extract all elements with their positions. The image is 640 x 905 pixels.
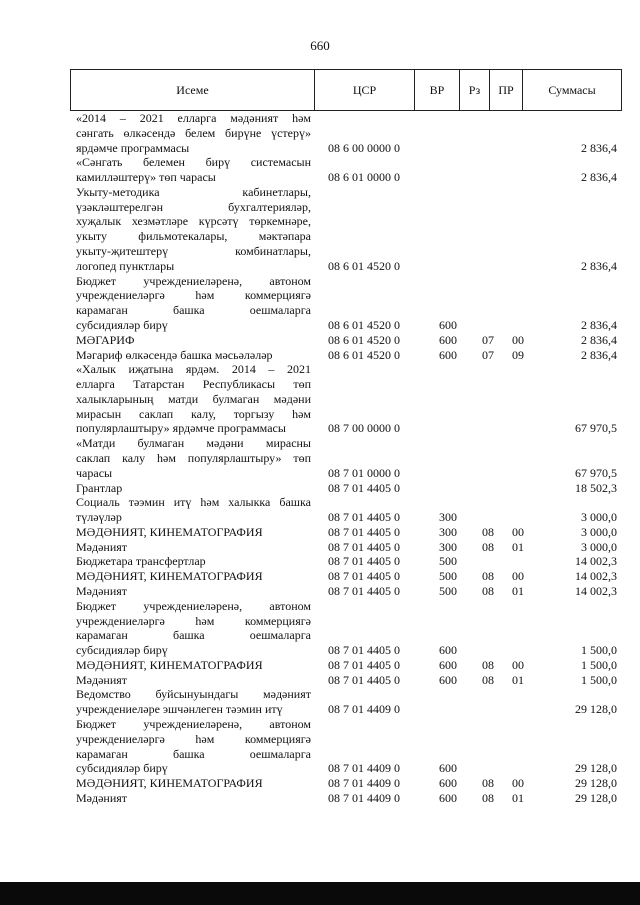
header-csr: ЦСР	[315, 70, 415, 110]
table-row	[70, 776, 622, 791]
row-rz: 08	[482, 657, 494, 672]
row-sum: 67 970,5	[575, 421, 617, 436]
row-pr: 01	[512, 539, 524, 554]
row-csr: 08 6 01 4520 0	[328, 258, 400, 273]
row-sum: 3 000,0	[581, 524, 617, 539]
row-vr: 600	[439, 657, 457, 672]
row-name-line: карамаган башка оешмаларга	[76, 303, 311, 318]
row-csr: 08 6 01 4520 0	[328, 317, 400, 332]
row-vr: 300	[439, 524, 457, 539]
row-csr: 08 7 01 4405 0	[328, 480, 400, 495]
row-name-line: сәнгать өлкәсендә белем бирүне үстерү»	[76, 125, 311, 140]
row-rz: 08	[482, 672, 494, 687]
row-rz: 08	[482, 776, 494, 791]
row-rz: 08	[482, 539, 494, 554]
row-name-line: мирасын саклап калу, торгызу һәм	[76, 406, 311, 421]
row-vr: 600	[439, 672, 457, 687]
row-name	[76, 348, 311, 363]
row-name	[76, 495, 311, 525]
table-row	[70, 687, 622, 717]
row-name	[76, 274, 311, 333]
row-name-line: «2014 – 2021 елларга мәдәният һәм	[76, 111, 311, 125]
row-name-line: камилләштерү» төп чарасы	[76, 170, 216, 185]
row-sum: 2 836,4	[581, 332, 617, 347]
table-row	[70, 717, 622, 776]
row-csr: 08 7 01 4409 0	[328, 761, 400, 776]
table-row	[70, 540, 622, 555]
header-sum: Суммасы	[548, 82, 596, 97]
row-sum: 18 502,3	[575, 480, 617, 495]
row-name-line: Мәгариф өлкәсендә башка мәсьәләләр	[76, 347, 273, 362]
row-rz: 08	[482, 790, 494, 805]
row-name-line: Мәдәният	[76, 539, 128, 554]
row-csr: 08 7 00 0000 0	[328, 421, 400, 436]
table-row	[70, 362, 622, 436]
budget-table-body	[70, 111, 622, 806]
row-rz: 07	[482, 347, 494, 362]
row-vr: 600	[439, 332, 457, 347]
row-pr: 01	[512, 790, 524, 805]
row-sum: 2 836,4	[581, 317, 617, 332]
row-name-line: МӘДӘНИЯТ, КИНЕМАТОГРАФИЯ	[76, 657, 263, 672]
row-name	[76, 111, 311, 155]
table-row	[70, 525, 622, 540]
row-sum: 3 000,0	[581, 539, 617, 554]
row-name-line: түләүләр	[76, 510, 122, 525]
row-name-line: елларга Татарстан Республикасы төп	[76, 377, 311, 392]
row-name-line: саклап калу һәм популярлаштыру» төп	[76, 450, 311, 465]
row-name	[76, 687, 311, 717]
row-name-line: Ведомство буйсынуындагы мәдәният	[76, 687, 311, 702]
row-name-line: Мәдәният	[76, 672, 128, 687]
row-sum: 29 128,0	[575, 761, 617, 776]
row-name	[76, 599, 311, 658]
row-csr: 08 6 01 4520 0	[328, 332, 400, 347]
row-vr: 500	[439, 569, 457, 584]
table-row	[70, 658, 622, 673]
table-row	[70, 599, 622, 658]
row-sum: 14 002,3	[575, 569, 617, 584]
row-name	[76, 658, 311, 673]
row-name-line: Бюджетара трансфертлар	[76, 554, 206, 569]
row-name-line: учреждениеләре эшчәнлеген тәэмин итү	[76, 702, 283, 717]
row-name	[76, 584, 311, 599]
row-csr: 08 7 01 4409 0	[328, 702, 400, 717]
row-name-line: учреждениеләргә һәм коммерциягә	[76, 288, 311, 303]
row-name	[76, 791, 311, 806]
row-name-line: МӘДӘНИЯТ, КИНЕМАТОГРАФИЯ	[76, 776, 263, 791]
row-name-line: хуҗалык хезмәтләре күрсәтү төркемнәре,	[76, 214, 311, 229]
row-pr: 01	[512, 584, 524, 598]
row-pr: 00	[512, 332, 524, 347]
row-name-line: субсидияләр бирү	[76, 643, 168, 658]
table-row	[70, 495, 622, 525]
row-name-line: Бюджет учреждениеләренә, автоном	[76, 717, 311, 732]
row-name-line: Грантлар	[76, 480, 123, 495]
table-row	[70, 185, 622, 274]
table-row	[70, 436, 622, 480]
row-rz: 08	[482, 584, 494, 598]
row-pr: 00	[512, 524, 524, 539]
row-name-line: ярдәмче программасы	[76, 140, 190, 155]
row-pr: 01	[512, 672, 524, 687]
row-name	[76, 525, 311, 540]
row-name-line: МӘДӘНИЯТ, КИНЕМАТОГРАФИЯ	[76, 569, 263, 584]
row-name	[76, 481, 311, 496]
row-sum: 1 500,0	[581, 672, 617, 687]
row-name-line: «Сәнгать белемен бирү системасын	[76, 155, 311, 170]
row-name	[76, 673, 311, 688]
table-row	[70, 111, 622, 155]
row-name-line: МӘГАРИФ	[76, 332, 135, 347]
row-pr: 00	[512, 776, 524, 791]
row-vr: 600	[439, 761, 457, 776]
row-pr: 00	[512, 657, 524, 672]
row-name-line: учреждениеләргә һәм коммерциягә	[76, 613, 311, 628]
row-sum: 2 836,4	[581, 170, 617, 185]
row-name	[76, 540, 311, 555]
row-vr: 300	[439, 510, 457, 525]
row-name	[76, 554, 311, 569]
row-rz: 08	[482, 569, 494, 584]
row-name-line: субсидияләр бирү	[76, 761, 168, 776]
row-vr: 600	[439, 643, 457, 658]
row-csr: 08 7 01 4405 0	[328, 569, 400, 584]
row-sum: 14 002,3	[575, 584, 617, 598]
table-row	[70, 554, 622, 569]
table-row	[70, 791, 622, 806]
row-name	[76, 362, 311, 436]
row-name-line: учреждениеләргә һәм коммерциягә	[76, 731, 311, 746]
row-name	[76, 185, 311, 274]
row-name-line: карамаган башка оешмаларга	[76, 628, 311, 643]
row-sum: 29 128,0	[575, 702, 617, 717]
table-row	[70, 274, 622, 333]
row-sum: 2 836,4	[581, 347, 617, 362]
row-name-line: Бюджет учреждениеләренә, автоном	[76, 273, 311, 288]
row-name	[76, 569, 311, 584]
row-csr: 08 7 01 4409 0	[328, 790, 400, 805]
header-pr: ПР	[490, 70, 523, 110]
row-name-line: чарасы	[76, 465, 113, 480]
row-csr: 08 7 01 4405 0	[328, 510, 400, 525]
row-sum: 2 836,4	[581, 140, 617, 155]
row-csr: 08 7 01 4405 0	[328, 539, 400, 554]
row-csr: 08 7 01 4409 0	[328, 776, 400, 791]
row-vr: 500	[439, 554, 457, 569]
row-csr: 08 6 01 0000 0	[328, 170, 400, 185]
row-name-line: Мәдәният	[76, 584, 128, 598]
row-csr: 08 7 01 4405 0	[328, 657, 400, 672]
row-name-line: укыту-җитештерү комбинатлары,	[76, 244, 311, 259]
table-row	[70, 481, 622, 496]
row-name-line: карамаган башка оешмаларга	[76, 746, 311, 761]
row-name-line: «Матди булмаган мәдәни мирасны	[76, 436, 311, 451]
row-rz: 08	[482, 524, 494, 539]
row-csr: 08 7 01 4405 0	[328, 584, 400, 598]
row-sum: 67 970,5	[575, 465, 617, 480]
row-csr: 08 7 01 0000 0	[328, 465, 400, 480]
row-name-line: Укыту-методика кабинетлары,	[76, 184, 311, 199]
row-vr: 600	[439, 790, 457, 805]
row-sum: 2 836,4	[581, 258, 617, 273]
row-csr: 08 7 01 4405 0	[328, 524, 400, 539]
row-name	[76, 717, 311, 776]
row-name-line: үзәкләштерелгән бухгалтерияләр,	[76, 199, 311, 214]
row-name	[76, 776, 311, 791]
row-csr: 08 6 00 0000 0	[328, 140, 400, 155]
row-csr: 08 7 01 4405 0	[328, 554, 400, 569]
row-name-line: логопед пунктлары	[76, 258, 175, 273]
row-name-line: субсидияләр бирү	[76, 317, 168, 332]
row-name	[76, 436, 311, 480]
header-vr: ВР	[415, 70, 460, 110]
header-name: Исеме	[71, 70, 315, 110]
table-row	[70, 673, 622, 688]
row-name-line: «Халык иҗатына ярдәм. 2014 – 2021	[76, 362, 311, 377]
row-name-line: укыту фильмотекалары, мәктәпара	[76, 229, 311, 244]
row-vr: 500	[439, 584, 457, 598]
table-row	[70, 155, 622, 185]
row-name	[76, 333, 311, 348]
row-vr: 600	[439, 776, 457, 791]
table-row	[70, 348, 622, 363]
row-sum: 14 002,3	[575, 554, 617, 569]
table-row	[70, 333, 622, 348]
row-pr: 09	[512, 347, 524, 362]
row-vr: 300	[439, 539, 457, 554]
row-name-line: Бюджет учреждениеләренә, автоном	[76, 598, 311, 613]
row-pr: 00	[512, 569, 524, 584]
row-sum: 1 500,0	[581, 643, 617, 658]
row-name-line: МӘДӘНИЯТ, КИНЕМАТОГРАФИЯ	[76, 524, 263, 539]
row-sum: 29 128,0	[575, 776, 617, 791]
row-sum: 29 128,0	[575, 790, 617, 805]
row-csr: 08 6 01 4520 0	[328, 347, 400, 362]
row-name-line: Мәдәният	[76, 790, 128, 805]
table-row	[70, 584, 622, 599]
page-number: 660	[310, 38, 330, 53]
row-name-line: Социаль тәэмин итү һәм халыкка башка	[76, 495, 311, 510]
table-row	[70, 569, 622, 584]
row-vr: 600	[439, 317, 457, 332]
row-vr: 600	[439, 347, 457, 362]
row-sum: 1 500,0	[581, 657, 617, 672]
scan-edge-bar	[0, 882, 640, 905]
header-rz: Рз	[460, 70, 490, 110]
row-rz: 07	[482, 332, 494, 347]
row-csr: 08 7 01 4405 0	[328, 672, 400, 687]
table-header	[70, 69, 622, 111]
row-csr: 08 7 01 4405 0	[328, 643, 400, 658]
row-name	[76, 155, 311, 185]
row-name-line: халыкларының матди булмаган мәдәни	[76, 391, 311, 406]
row-sum: 3 000,0	[581, 510, 617, 525]
row-name-line: популярлаштыру» ярдәмче программасы	[76, 421, 286, 436]
